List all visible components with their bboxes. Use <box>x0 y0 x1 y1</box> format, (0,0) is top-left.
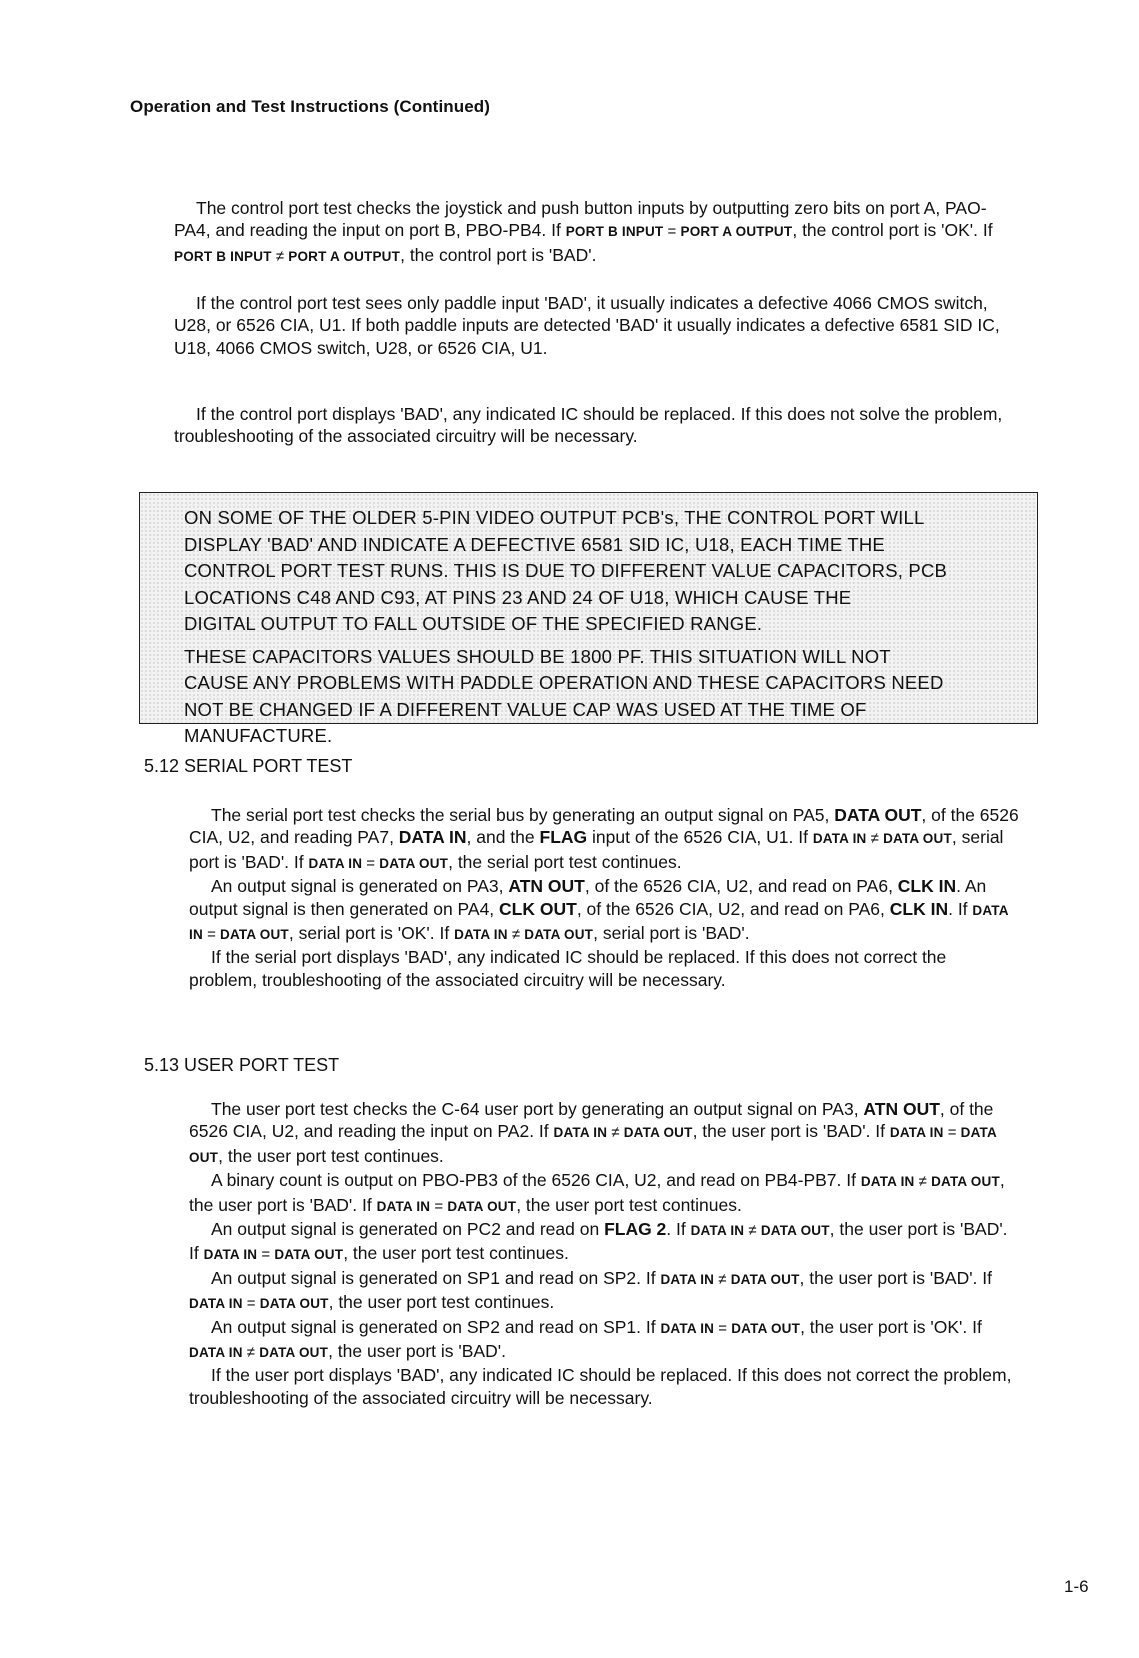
keyword: DATA OUT <box>730 1271 800 1287</box>
text-run: An output signal is generated on SP1 and read on SP2. If <box>211 1267 661 1288</box>
keyword: CLK IN <box>897 876 957 897</box>
keyword: DATA IN <box>189 1345 243 1361</box>
text-run: An output signal is generated on SP2 and read on SP1. If <box>211 1316 661 1337</box>
text-run: , the control port is 'OK'. If <box>792 220 993 241</box>
text-run: , of the 6526 CIA, U2, and reading the input on PA2. If <box>189 1099 994 1142</box>
text-run: The serial port test checks the serial bus by generating an output signal on PA5, <box>211 805 835 825</box>
keyword: DATA IN <box>376 1198 431 1214</box>
text-run: , and the <box>466 827 540 848</box>
serial-port-heading: 5.12 SERIAL PORT TEST <box>144 756 353 776</box>
equal-sign: = <box>943 1124 961 1142</box>
not-equal-sign: ≠ <box>242 1344 260 1362</box>
keyword: ATN OUT <box>863 1099 940 1119</box>
keyword: DATA OUT <box>259 1296 329 1312</box>
text-run: A binary count is output on PBO-PB3 of the 6526 CIA, U2, and read on PB4-PB7. If <box>211 1170 861 1191</box>
keyword: DATA OUT <box>731 1320 801 1336</box>
keyword: DATA OUT <box>259 1345 329 1361</box>
equal-sign: = <box>430 1197 448 1215</box>
notice-line: DISPLAY 'BAD' AND INDICATE A DEFECTIVE 6581 SID IC, U18, EACH TIME THE <box>184 533 885 555</box>
keyword: DATA IN <box>812 831 867 847</box>
text-run: = <box>663 223 681 241</box>
keyword: DATA IN <box>189 1296 243 1312</box>
not-equal-sign: ≠ <box>507 926 525 944</box>
text-run: , the user port test continues. <box>516 1194 742 1215</box>
keyword: ATN OUT <box>508 876 585 897</box>
keyword: PORT B INPUT <box>174 248 272 264</box>
keyword: DATA OUT <box>834 805 922 825</box>
user-paragraph-2 <box>189 1169 1019 1218</box>
user-paragraph-1 <box>189 1098 1019 1169</box>
text-run: , of the 6526 CIA, U2, and read on PA6, <box>584 876 898 897</box>
not-equal-sign: ≠ <box>607 1124 624 1142</box>
keyword: DATA IN <box>660 1271 715 1287</box>
keyword: DATA OUT <box>883 831 952 847</box>
keyword: FLAG <box>539 827 588 848</box>
user-paragraph-4 <box>189 1267 1019 1316</box>
text-run: , serial port is 'BAD'. <box>593 923 750 944</box>
keyword: DATA OUT <box>931 1174 1000 1190</box>
notice-box <box>139 492 1038 746</box>
text-run: , the user port is 'BAD'. If <box>189 1219 1008 1264</box>
text-run: , the user port test continues. <box>328 1292 555 1313</box>
notice-line: LOCATIONS C48 AND C93, AT PINS 23 AND 24 OF U18, WHICH CAUSE THE <box>184 586 852 608</box>
keyword: DATA IN <box>454 927 508 943</box>
keyword: PORT A OUTPUT <box>288 248 401 264</box>
serial-paragraph-3: If the serial port displays 'BAD', any indicated IC should be replaced. If this does not correct the problem, troubleshooting of the associated circuitry will be necessary. <box>189 947 947 990</box>
keyword: DATA OUT <box>623 1125 693 1141</box>
equal-sign: = <box>242 1295 260 1313</box>
user-paragraph-6: If the user port displays 'BAD', any indicated IC should be replaced. If this does not correct the problem, troubleshooting of the associated circuitry will be necessary. <box>189 1365 1012 1408</box>
keyword: DATA OUT <box>760 1223 830 1239</box>
text-run: , the user port test continues. <box>218 1145 444 1166</box>
text-run: input of the 6526 CIA, U1. If <box>587 827 813 848</box>
keyword: DATA IN <box>889 1125 944 1141</box>
page-number: 1-6 <box>1064 1577 1089 1596</box>
not-equal-sign: ≠ <box>271 247 289 265</box>
keyword: FLAG 2 <box>604 1219 667 1240</box>
keyword: DATA OUT <box>447 1198 517 1214</box>
equal-sign: = <box>257 1246 275 1264</box>
text-run: , the user port is 'BAD'. If <box>799 1267 992 1288</box>
notice-line: THESE CAPACITORS VALUES SHOULD BE 1800 PF. THIS SITUATION WILL NOT <box>184 645 891 667</box>
keyword: DATA IN <box>690 1223 745 1239</box>
text-run: , of the 6526 CIA, U2, and reading PA7, <box>189 805 1019 848</box>
keyword: DATA OUT <box>189 1125 997 1165</box>
user-paragraph-5 <box>189 1316 1019 1365</box>
notice-line: ON SOME OF THE OLDER 5-PIN VIDEO OUTPUT PCB's, THE CONTROL PORT WILL <box>184 507 925 528</box>
keyword: CLK OUT <box>499 898 577 919</box>
user-port-body <box>189 1098 1019 1409</box>
notice-line: DIGITAL OUTPUT TO FALL OUTSIDE OF THE SPECIFIED RANGE. <box>184 613 763 634</box>
not-equal-sign: ≠ <box>714 1270 731 1288</box>
control-port-paragraph-2: If the control port test sees only paddle input 'BAD', it usually indicates a defective 4066 CMOS switch, U28, or 6526 CIA, U1. If both paddle inputs are detected 'BAD' it usually indicates a defective 6581 SID IC, U18, 4066 CMOS switch, U28, or 6526 CIA, U1. <box>174 293 1000 358</box>
user-port-heading: 5.13 USER PORT TEST <box>144 1055 340 1075</box>
control-port-paragraph-1 <box>174 197 1009 268</box>
notice-line: CONTROL PORT TEST RUNS. THIS IS DUE TO DIFFERENT VALUE CAPACITORS, PCB <box>184 560 948 581</box>
keyword: DATA IN <box>553 1125 608 1141</box>
page-title: Operation and Test Instructions (Continued) <box>130 97 491 116</box>
keyword: DATA OUT <box>379 855 449 871</box>
text-run: An output signal is generated on PA3, <box>211 876 509 897</box>
notice-line: MANUFACTURE. <box>184 725 333 746</box>
text-run: , the serial port test continues. <box>448 851 682 872</box>
text-run: , serial port is 'OK'. If <box>288 923 455 944</box>
text-run: The control port test checks the joystick and push button inputs by outputting zero bits on port A, PAO-PA4, and reading the input on port B, PBO-PB4. If <box>174 198 987 241</box>
notice-line: NOT BE CHANGED IF A DIFFERENT VALUE CAP WAS USED AT THE TIME OF <box>184 698 867 720</box>
keyword: DATA IN <box>660 1320 715 1336</box>
keyword: CLK IN <box>889 898 949 919</box>
text-run: , the user port is 'BAD'. If <box>189 1170 1005 1215</box>
equal-sign: = <box>202 926 221 944</box>
text-run: , the user port test continues. <box>343 1243 569 1264</box>
keyword: PORT B INPUT <box>565 224 664 240</box>
text-run: . If <box>666 1219 691 1240</box>
keyword: DATA IN <box>203 1247 258 1263</box>
serial-paragraph-2 <box>189 875 1019 946</box>
keyword: DATA IN <box>308 855 363 871</box>
equal-sign: = <box>362 854 380 872</box>
keyword: DATA IN <box>398 827 467 848</box>
text-run: The user port test checks the C-64 user port by generating an output signal on PA3, <box>211 1099 864 1119</box>
not-equal-sign: ≠ <box>744 1222 761 1240</box>
serial-port-body <box>189 804 1019 991</box>
text-run: , the control port is 'BAD'. <box>400 244 597 265</box>
text-run: , the user port is 'BAD'. If <box>692 1121 890 1142</box>
text-run: , the user port is 'BAD'. <box>328 1341 506 1362</box>
keyword: DATA IN <box>189 902 1009 943</box>
keyword: DATA OUT <box>220 927 289 943</box>
keyword: DATA OUT <box>274 1247 344 1263</box>
keyword: DATA OUT <box>524 927 594 943</box>
text-run: . If <box>948 898 973 919</box>
notice-line: CAUSE ANY PROBLEMS WITH PADDLE OPERATION AND THESE CAPACITORS NEED <box>184 672 944 693</box>
text-run: , of the 6526 CIA, U2, and read on PA6, <box>576 898 890 919</box>
text-run: , serial port is 'BAD'. If <box>189 827 1004 872</box>
control-port-paragraph-3: If the control port displays 'BAD', any indicated IC should be replaced. If this does not solve the problem, troubleshooting of the associated circuitry will be necessary. <box>174 404 1003 447</box>
text-run: , the user port is 'OK'. If <box>800 1316 982 1337</box>
user-paragraph-3 <box>189 1218 1019 1267</box>
keyword: DATA IN <box>860 1174 915 1190</box>
text-run: . An output signal is then generated on PA4, <box>189 876 987 919</box>
not-equal-sign: ≠ <box>866 830 884 848</box>
serial-paragraph-1 <box>189 804 1019 875</box>
keyword: PORT A OUTPUT <box>680 224 793 240</box>
text-run: An output signal is generated on PC2 and read on <box>211 1219 605 1240</box>
equal-sign: = <box>714 1319 732 1337</box>
not-equal-sign: ≠ <box>914 1173 932 1191</box>
